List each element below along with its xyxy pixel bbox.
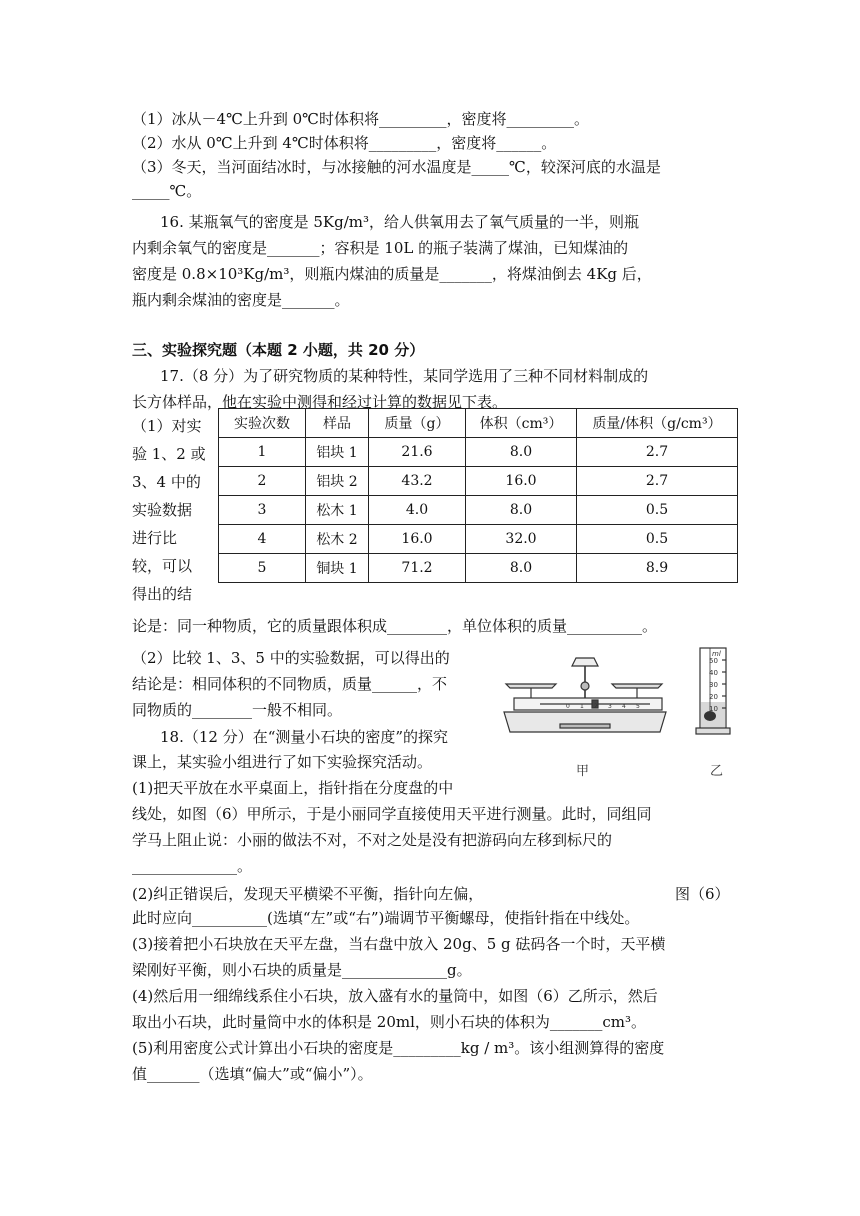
ruler-tick-0: 0 [566, 703, 570, 710]
table-row [219, 438, 738, 467]
text-line: 线处，如图（6）甲所示，于是小丽同学直接使用天平进行测量。此时，同组同 [132, 805, 652, 823]
text-line: 验 1、2 或 [132, 445, 206, 463]
text-line: (2)纠正错误后，发现天平横梁不平衡，指针向左偏， [132, 885, 484, 903]
text-line: 取出小石块，此时量筒中水的体积是 20ml，则小石块的体积为_______cm³。 [132, 1013, 647, 1031]
table-cell: 铝块 2 [306, 467, 369, 496]
table-row [219, 467, 738, 496]
table-cell: 0.5 [577, 496, 738, 525]
table-row [219, 525, 738, 554]
table-cell: 16.0 [466, 467, 577, 496]
text-line: 学马上阻止说：小丽的做法不对，不对之处是没有把游码向左移到标尺的 [132, 831, 613, 849]
text-line: 得出的结 [132, 585, 193, 603]
ruler-tick-3: 3 [608, 703, 612, 710]
table-header-row [219, 409, 738, 438]
text-line: 三、实验探究题（本题 2 小题，共 20 分） [132, 341, 425, 359]
cylinder-tick-10: 10 [709, 705, 718, 713]
table-cell: 铝块 1 [306, 438, 369, 467]
table-cell: 8.9 [577, 554, 738, 583]
table-cell: 4.0 [369, 496, 466, 525]
text-line: （1）对实 [132, 417, 202, 435]
table-cell: 1 [219, 438, 306, 467]
table-cell: 32.0 [466, 525, 577, 554]
ruler-tick-5: 5 [636, 703, 640, 710]
text-line: _____℃。 [132, 182, 202, 200]
text-line: (1)把天平放在水平桌面上，指针指在分度盘的中 [132, 779, 454, 797]
figure-label-jia: 甲 [576, 764, 590, 779]
text-line: 17.（8 分）为了研究物质的某种特性，某同学选用了三种不同材料制成的 [160, 367, 649, 385]
table-cell: 2.7 [577, 438, 738, 467]
table-cell: 0.5 [577, 525, 738, 554]
table-cell: 8.0 [466, 438, 577, 467]
table-cell: 8.0 [466, 496, 577, 525]
ruler-tick-2: 2 [594, 703, 598, 710]
table-cell: 8.0 [466, 554, 577, 583]
text-line: 3、4 中的 [132, 473, 201, 491]
cylinder-tick-30: 30 [709, 681, 718, 689]
text-line: 同物质的________一般不相同。 [132, 701, 343, 719]
text-line: 较，可以 [132, 557, 193, 575]
header-trial: 实验次数 [219, 409, 306, 438]
text-line: 课上，某实验小组进行了如下实验探究活动。 [132, 753, 433, 771]
table-cell: 2 [219, 467, 306, 496]
table-body [219, 438, 738, 583]
text-line: 长方体样品，他在实验中测得和经过计算的数据见下表。 [132, 393, 508, 411]
text-line: 密度是 0.8×10³Kg/m³，则瓶内煤油的质量是_______，将煤油倒去 4Kg 后， [132, 265, 652, 283]
cylinder-tick-20: 20 [709, 693, 718, 701]
table-cell: 16.0 [369, 525, 466, 554]
table-row [219, 496, 738, 525]
text-line: （2）比较 1、3、5 中的实验数据，可以得出的 [132, 649, 450, 667]
header-volume: 体积（cm³） [466, 409, 577, 438]
text-line: 18.（12 分）在“测量小石块的密度”的探究 [160, 728, 449, 746]
text-line: 此时应向__________(选填“左”或“右”)端调节平衡螺母，使指针指在中线处。 [132, 909, 640, 927]
cylinder-tick-40: 40 [709, 669, 718, 677]
table-cell: 松木 1 [306, 496, 369, 525]
figure-label-yi: 乙 [710, 764, 724, 779]
header-sample: 样品 [306, 409, 369, 438]
text-line: 瓶内剩余煤油的密度是_______。 [132, 291, 350, 309]
ruler-tick-1: 1 [580, 703, 584, 710]
header-mass: 质量（g） [369, 409, 466, 438]
table-cell: 4 [219, 525, 306, 554]
table-row [219, 554, 738, 583]
text-line: 内剩余氧气的密度是_______；容积是 10L 的瓶子装满了煤油，已知煤油的 [132, 239, 629, 257]
table-cell: 5 [219, 554, 306, 583]
text-line: 梁刚好平衡，则小石块的质量是______________g。 [132, 961, 472, 979]
table-cell: 松木 2 [306, 525, 369, 554]
text-line: （3）冬天，当河面结冰时，与冰接触的河水温度是_____℃，较深河底的水温是 [132, 158, 661, 176]
table-cell: 21.6 [369, 438, 466, 467]
text-line: ______________。 [132, 857, 253, 875]
text-line: 进行比 [132, 529, 178, 547]
table-cell: 71.2 [369, 554, 466, 583]
text-line: (3)接着把小石块放在天平左盘，当右盘中放入 20g、5 g 砝码各一个时，天平横 [132, 935, 666, 953]
text-line: (4)然后用一细绵线系住小石块，放入盛有水的量筒中，如图（6）乙所示，然后 [132, 987, 658, 1005]
table-cell: 铜块 1 [306, 554, 369, 583]
text-line: 值_______（选填“偏大”或“偏小”）。 [132, 1065, 373, 1083]
cylinder-unit: ml [712, 650, 721, 658]
table-cell: 3 [219, 496, 306, 525]
text-line: 论是：同一种物质，它的质量跟体积成________，单位体积的质量__________。 [132, 617, 658, 635]
text-line: （2）水从 0℃上升到 4℃时体积将_________，密度将______。 [132, 134, 557, 152]
experiment-data-table [218, 408, 738, 583]
figure-6 [500, 640, 750, 740]
table-cell: 43.2 [369, 467, 466, 496]
text-line: 16. 某瓶氧气的密度是 5Kg/m³，给人供氧用去了氧气质量的一半，则瓶 [160, 213, 640, 231]
balance-illustration [504, 658, 666, 732]
text-line: （1）冰从－4℃上升到 0℃时体积将_________，密度将_________。 [132, 110, 589, 128]
text-line: 实验数据 [132, 501, 193, 519]
text-line: 图（6） [675, 885, 730, 903]
text-line: 结论是：相同体积的不同物质，质量______，不 [132, 675, 448, 693]
text-line: (5)利用密度公式计算出小石块的密度是_________kg / m³。该小组测算得的密度 [132, 1039, 665, 1057]
table-cell: 2.7 [577, 467, 738, 496]
header-density: 质量/体积（g/cm³） [577, 409, 738, 438]
ruler-tick-4: 4 [622, 703, 626, 710]
cylinder-tick-50: 50 [709, 657, 718, 665]
